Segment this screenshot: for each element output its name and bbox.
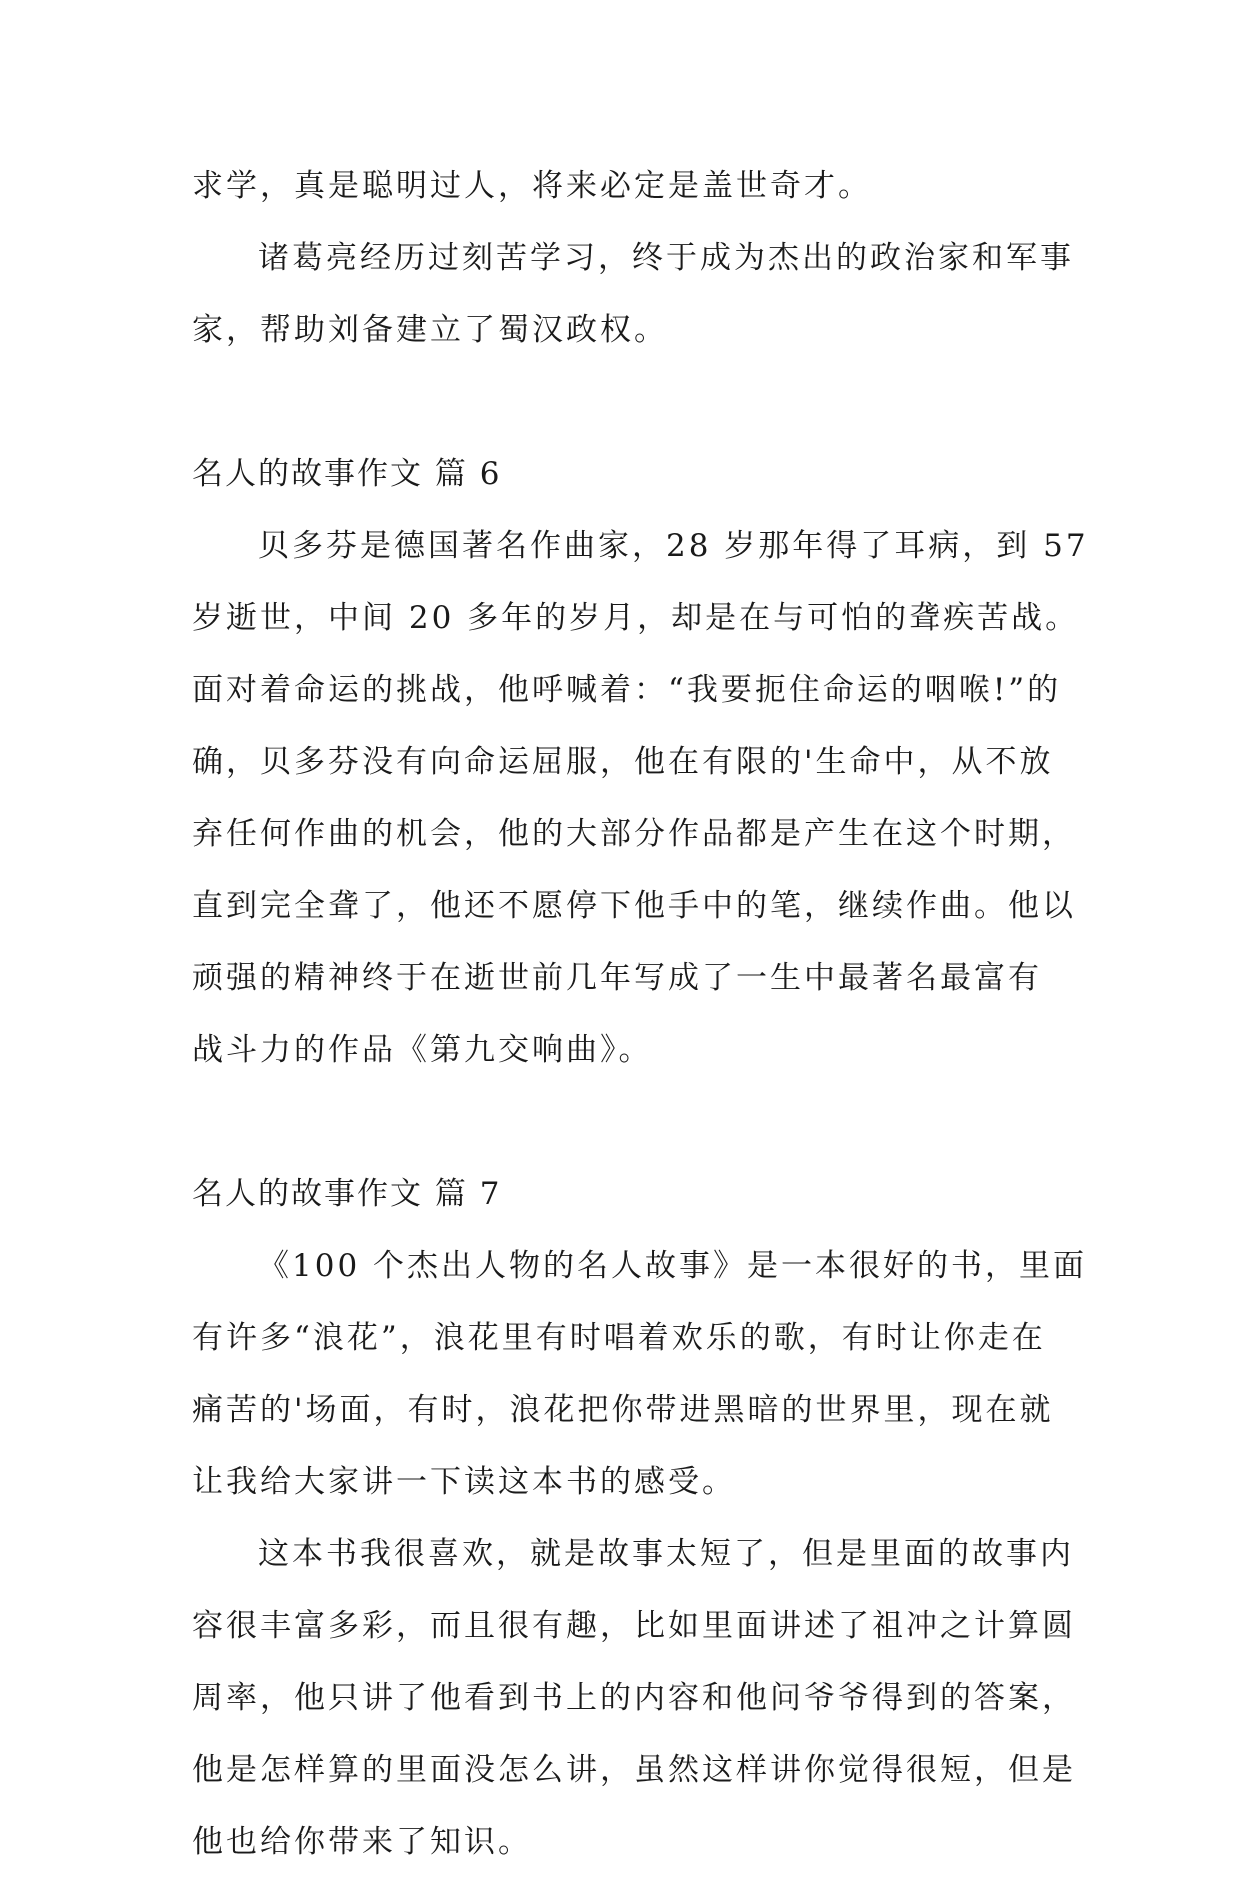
text-line: 周率，他只讲了他看到书上的内容和他问爷爷得到的答案，	[192, 1680, 1076, 1716]
text-line: 《100 个杰出人物的名人故事》是一本很好的书，里面	[258, 1248, 1088, 1284]
section-spacer	[192, 366, 1062, 438]
text-line: 确，贝多芬没有向命运屈服，他在有限的'生命中，从不放	[192, 744, 1054, 780]
section-7-heading: 名人的故事作文 篇 7	[192, 1176, 502, 1212]
text-line: 岁逝世，中间 20 多年的岁月，却是在与可怕的聋疾苦战。	[192, 600, 1080, 636]
section-7-paragraph-1	[192, 1230, 1088, 1518]
section-6-heading: 名人的故事作文 篇 6	[192, 456, 502, 492]
text-line: 面对着命运的挑战，他呼喊着：“我要扼住命运的咽喉!”的	[192, 672, 1062, 708]
text-line: 让我给大家讲一下读这本书的感受。	[192, 1464, 736, 1500]
intro-paragraph	[192, 222, 1074, 366]
intro-paragraph-end	[192, 150, 1062, 222]
text-line: 弃任何作曲的机会，他的大部分作品都是产生在这个时期，	[192, 816, 1076, 852]
text-line: 家，帮助刘备建立了蜀汉政权。	[192, 312, 668, 348]
document-page	[192, 150, 1089, 1878]
text-line: 这本书我很喜欢，就是故事太短了，但是里面的故事内	[258, 1536, 1074, 1572]
text-line: 求学，真是聪明过人，将来必定是盖世奇才。	[192, 168, 872, 204]
text-line: 有许多“浪花”，浪花里有时唱着欢乐的歌，有时让你走在	[192, 1320, 1046, 1356]
text-line: 痛苦的'场面，有时，浪花把你带进黑暗的世界里，现在就	[192, 1392, 1054, 1428]
text-line: 容很丰富多彩，而且很有趣，比如里面讲述了祖冲之计算圆	[192, 1608, 1076, 1644]
section-6-paragraph	[192, 510, 1089, 1086]
text-line: 直到完全聋了，他还不愿停下他手中的笔，继续作曲。他以	[192, 888, 1076, 924]
section-spacer	[192, 1086, 1062, 1158]
text-line: 诸葛亮经历过刻苦学习，终于成为杰出的政治家和军事	[258, 240, 1074, 276]
section-7-paragraph-2	[192, 1518, 1076, 1878]
text-line: 顽强的精神终于在逝世前几年写成了一生中最著名最富有	[192, 960, 1042, 996]
text-line: 贝多芬是德国著名作曲家，28 岁那年得了耳病，到 57	[258, 528, 1089, 564]
text-line: 战斗力的作品《第九交响曲》。	[192, 1032, 653, 1068]
text-line: 他也给你带来了知识。	[192, 1824, 532, 1860]
text-line: 他是怎样算的里面没怎么讲，虽然这样讲你觉得很短，但是	[192, 1752, 1076, 1788]
